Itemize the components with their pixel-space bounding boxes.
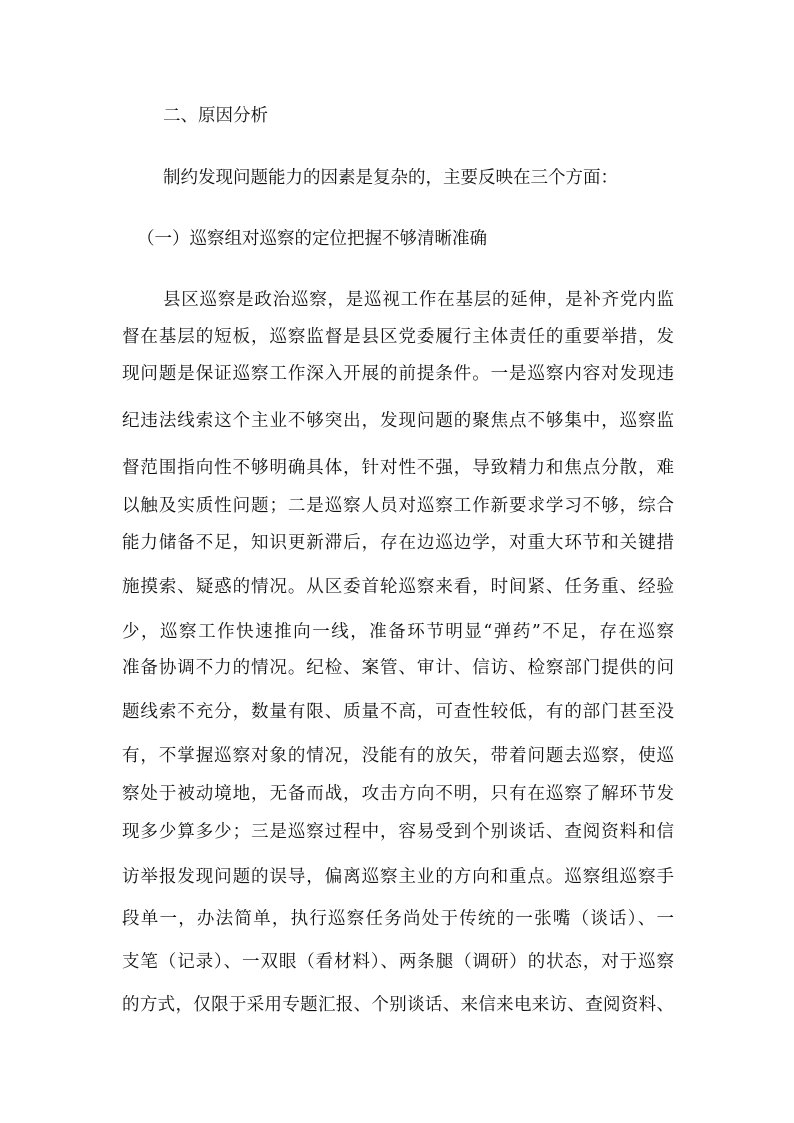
body-line: 以触及实质性问题；二是巡察人员对巡察工作新要求学习不够，综合 [122, 496, 674, 516]
body-line: 支笔（记录）、一双眼（看材料）、两条腿（调研）的状态，对于巡察 [122, 952, 674, 972]
body-line: 访举报发现问题的误导，偏离巡察主业的方向和重点。巡察组巡察手 [122, 867, 674, 887]
body-line: 督在基层的短板，巡察监督是县区党委履行主体责任的重要举措，发 [122, 327, 674, 347]
subheading: （一）巡察组对巡察的定位把握不够清晰准确 [137, 229, 487, 249]
section-heading: 二、原因分析 [163, 106, 268, 126]
body-line: 段单一，办法简单，执行巡察任务尚处于传统的一张嘴（谈话）、一 [122, 909, 674, 929]
body-line: 现多少算多少；三是巡察过程中，容易受到个别谈话、查阅资料和信 [122, 822, 674, 842]
body-line: 施摸索、疑惑的情况。从区委首轮巡察来看，时间紧、任务重、经验 [122, 577, 674, 597]
body-line: 题线索不充分，数量有限、质量不高，可查性较低，有的部门甚至没 [122, 702, 674, 722]
body-line: 的方式，仅限于采用专题汇报、个别谈话、来信来电来访、查阅资料、 [122, 995, 674, 1015]
intro-paragraph: 制约发现问题能力的因素是复杂的，主要反映在三个方面： [163, 168, 618, 188]
body-line: 准备协调不力的情况。纪检、案管、审计、信访、检察部门提供的问 [122, 658, 674, 678]
body-line: 县区巡察是政治巡察，是巡视工作在基层的延伸，是补齐党内监 [163, 290, 674, 310]
body-line: 纪违法线索这个主业不够突出，发现问题的聚焦点不够集中，巡察监 [122, 411, 674, 431]
body-line: 察处于被动境地，无备而战，攻击方向不明，只有在巡察了解环节发 [122, 784, 674, 804]
body-line: 现问题是保证巡察工作深入开展的前提条件。一是巡察内容对发现违 [122, 364, 674, 384]
body-line: 少，巡察工作快速推向一线，准备环节明显“弹药”不足，存在巡察 [122, 622, 674, 642]
body-line: 有，不掌握巡察对象的情况，没能有的放矢，带着问题去巡察，使巡 [122, 746, 674, 766]
body-line: 督范围指向性不够明确具体，针对性不强，导致精力和焦点分散，难 [122, 458, 674, 478]
body-line: 能力储备不足，知识更新滞后，存在边巡边学，对重大环节和关键措 [122, 533, 674, 553]
